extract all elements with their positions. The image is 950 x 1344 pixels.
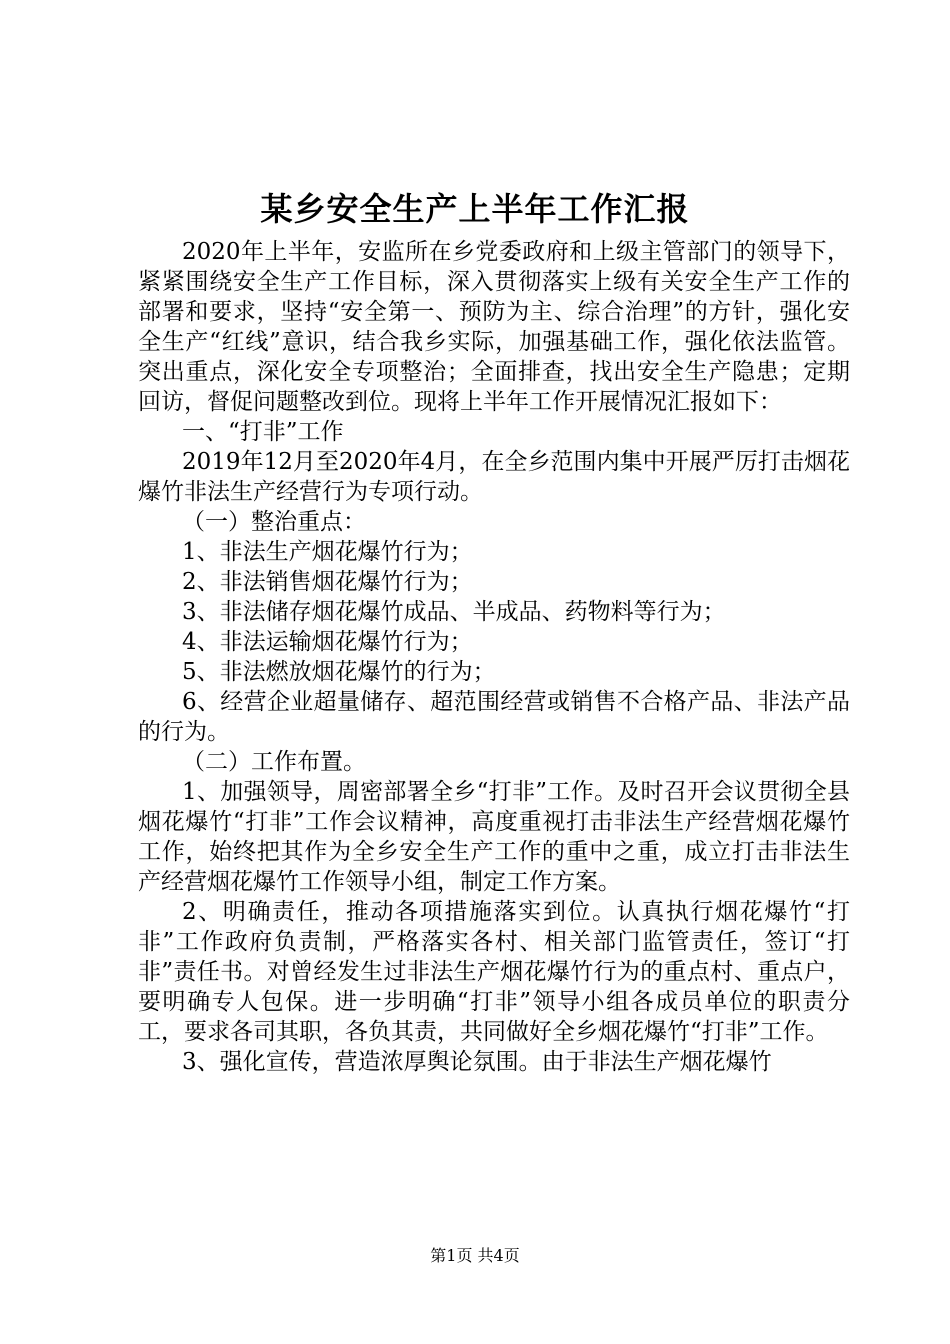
document-body bbox=[138, 237, 850, 1077]
list-item: 1、非法生产烟花爆竹行为； bbox=[182, 539, 473, 565]
paragraph-item-3: 3、强化宣传，营造浓厚舆论氛围。由于非法生产烟花爆竹 bbox=[182, 1049, 772, 1075]
paragraph-item-1: 1、加强领导，周密部署全乡“打非”工作。及时召开会议贯彻全县烟花爆竹“打非”工作会议精神，高度重视打击非法生产经营烟花爆竹工作，始终把其作为全乡安全生产工作的重中之重，成立打击非法生产经营烟花爆竹工作领导小组，制定工作方案。 bbox=[138, 779, 850, 895]
subsection-heading-2: （二）工作布置。 bbox=[182, 749, 366, 775]
list-item: 2、非法销售烟花爆竹行为； bbox=[182, 569, 473, 595]
paragraph-campaign: 2019年12月至2020年4月，在全乡范围内集中开展严厉打击烟花爆竹非法生产经营行为专项行动。 bbox=[138, 449, 850, 505]
list-item: 3、非法储存烟花爆竹成品、半成品、药物料等行为； bbox=[182, 599, 726, 625]
section-heading-1: 一、“打非”工作 bbox=[182, 419, 344, 445]
document-title: 某乡安全生产上半年工作汇报 bbox=[260, 190, 690, 228]
list-item: 6、经营企业超量储存、超范围经营或销售不合格产品、非法产品的行为。 bbox=[138, 689, 850, 745]
subsection-heading-1: （一）整治重点： bbox=[182, 509, 366, 535]
paragraph-intro: 2020年上半年，安监所在乡党委政府和上级主管部门的领导下，紧紧围绕安全生产工作目标，深入贯彻落实上级有关安全生产工作的部署和要求，坚持“安全第一、预防为主、综合治理”的方针，强化安全生产“红线”意识，结合我乡实际，加强基础工作，强化依法监管。突出重点，深化安全专项整治；全面排查，找出安全生产隐患；定期回访，督促问题整改到位。现将上半年工作开展情况汇报如下： bbox=[138, 239, 850, 415]
list-item: 4、非法运输烟花爆竹行为； bbox=[182, 629, 473, 655]
page-footer: 第1页 共4页 bbox=[430, 1246, 520, 1265]
list-item: 5、非法燃放烟花爆竹的行为； bbox=[182, 659, 496, 685]
paragraph-item-2: 2、明确责任，推动各项措施落实到位。认真执行烟花爆竹“打非”工作政府负责制，严格落实各村、相关部门监管责任，签订“打非”责任书。对曾经发生过非法生产烟花爆竹行为的重点村、重点户，要明确专人包保。进一步明确“打非”领导小组各成员单位的职责分工，要求各司其职，各负其责，共同做好全乡烟花爆竹“打非”工作。 bbox=[138, 899, 850, 1045]
